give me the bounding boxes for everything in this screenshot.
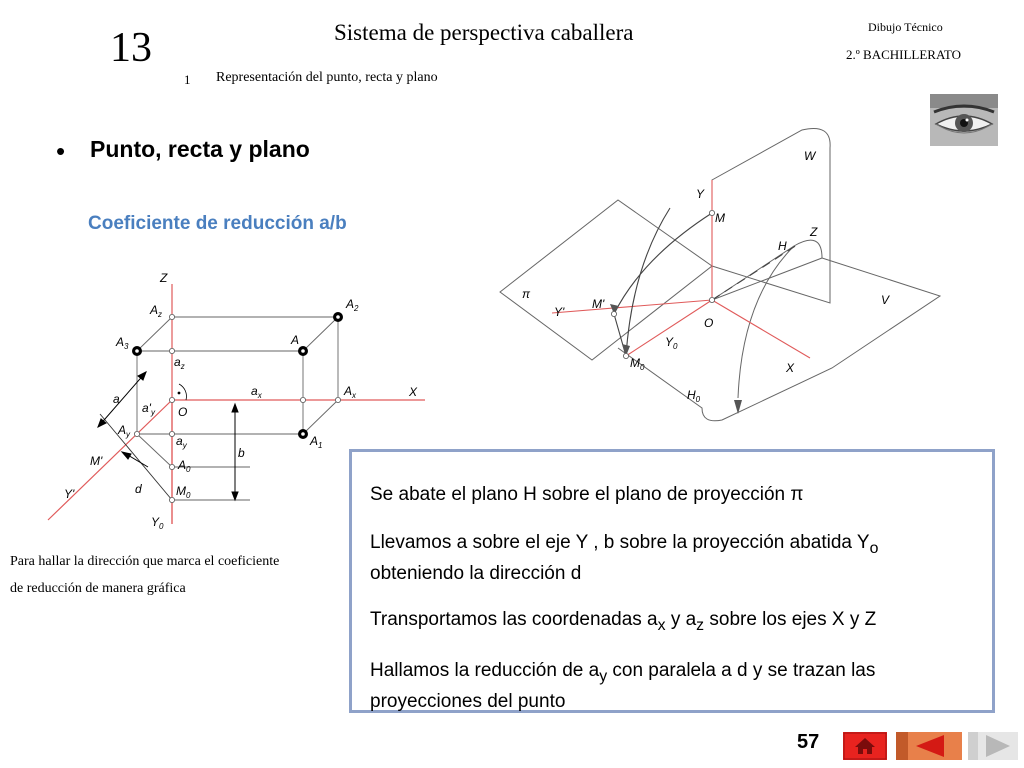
step-4-text-c: proyecciones del punto xyxy=(370,690,566,712)
unit-number: 13 xyxy=(110,25,152,71)
label-z: Z xyxy=(810,225,818,239)
explanation-box xyxy=(349,449,995,713)
label-b: b xyxy=(238,446,245,460)
label-m-prime: M' xyxy=(90,454,103,468)
label-m0: $M_0$ xyxy=(176,484,191,500)
label-a1: $A_1$ xyxy=(310,434,323,450)
arrow-left-icon[interactable] xyxy=(896,732,962,760)
label-pi: π xyxy=(522,287,531,301)
figure-caption xyxy=(10,548,330,602)
label-y: Y xyxy=(696,187,705,201)
step-2-text-cont: obteniendo la dirección d xyxy=(370,562,582,584)
caption-line: Para hallar la dirección que marca el coeficiente xyxy=(10,554,280,569)
label-az: $A_z$ xyxy=(150,303,163,319)
label-a-dim: a xyxy=(113,392,120,406)
label-y-prime: Y' xyxy=(64,487,75,501)
plane-pi xyxy=(500,200,712,360)
label-m-prime: M' xyxy=(592,297,605,311)
label-z: Z xyxy=(160,271,168,285)
caption-line: de reducción de manera gráfica xyxy=(10,581,186,596)
label-y0: $Y_0$ xyxy=(665,335,678,351)
label-ay-prime: $a'_y$ xyxy=(142,401,155,417)
step-3-sub-z: z xyxy=(696,616,705,634)
step-4-sub: y xyxy=(599,667,608,685)
plane-v xyxy=(618,240,940,421)
label-o: O xyxy=(704,316,714,330)
step-2-text: Llevamos a sobre el eje Y , b sobre la proyección abatida Y xyxy=(370,532,870,553)
bullet-icon: • xyxy=(56,136,66,166)
label-m: M xyxy=(715,211,725,225)
step-2 xyxy=(370,530,985,586)
label-Ay: $A_y$ xyxy=(118,423,131,439)
step-3-text-b: y a xyxy=(665,609,697,630)
step-1: Se abate el plano H sobre el plano de proyección π xyxy=(370,484,804,505)
step-3-text-c: sobre los ejes X y Z xyxy=(704,609,877,630)
label-a3: $A_3$ xyxy=(116,335,129,351)
label-m0: $M_0$ xyxy=(630,356,645,372)
step-2-sub: o xyxy=(869,539,879,557)
coefficient-title: Coeficiente de reducción a/b xyxy=(88,213,347,234)
label-a2: $A_2$ xyxy=(346,297,359,313)
page-number: 57 xyxy=(797,731,820,753)
label-Ax: $A_x$ xyxy=(344,384,357,400)
label-d: d xyxy=(135,482,142,496)
label-ay: $a_y$ xyxy=(176,434,187,450)
label-o: O xyxy=(178,405,188,419)
section-heading: Punto, recta y plano xyxy=(90,136,310,162)
label-y-prime: Y' xyxy=(554,305,565,319)
label-az-small: $a_z$ xyxy=(174,355,185,371)
axis-x xyxy=(712,300,810,358)
label-ax: $a_x$ xyxy=(251,384,262,400)
subsection-number: 1 xyxy=(184,72,191,87)
step-3 xyxy=(370,607,985,638)
step-3-sub-x: x xyxy=(657,616,666,634)
step-4 xyxy=(370,658,985,714)
step-4-text: Hallamos la reducción de a xyxy=(370,660,600,681)
label-h0: $H_0$ xyxy=(687,388,701,404)
arrow-right-icon[interactable] xyxy=(962,732,1018,760)
y-prime-axis xyxy=(48,400,172,520)
label-w: W xyxy=(804,149,816,163)
label-v: V xyxy=(881,293,890,307)
label-x: X xyxy=(786,361,795,375)
home-icon[interactable] xyxy=(843,732,887,760)
label-x: X xyxy=(409,385,418,399)
label-h: H xyxy=(778,239,787,253)
curve-h0 xyxy=(738,246,794,398)
subject-label: Dibujo Técnico xyxy=(868,20,943,34)
page-title: Sistema de perspectiva caballera xyxy=(334,20,634,45)
label-a0: $A_0$ xyxy=(178,458,191,474)
label-y0: $Y_0$ xyxy=(151,515,164,531)
step-4-text-b: con paralela a d y se trazan las xyxy=(607,660,876,681)
label-a: A xyxy=(291,333,300,347)
level-label: 2.º BACHILLERATO xyxy=(846,47,962,62)
perspective-planes-diagram xyxy=(492,118,944,430)
step-3-text: Transportamos las coordenadas a xyxy=(370,609,658,630)
subsection-title: Representación del punto, recta y plano xyxy=(216,70,438,85)
